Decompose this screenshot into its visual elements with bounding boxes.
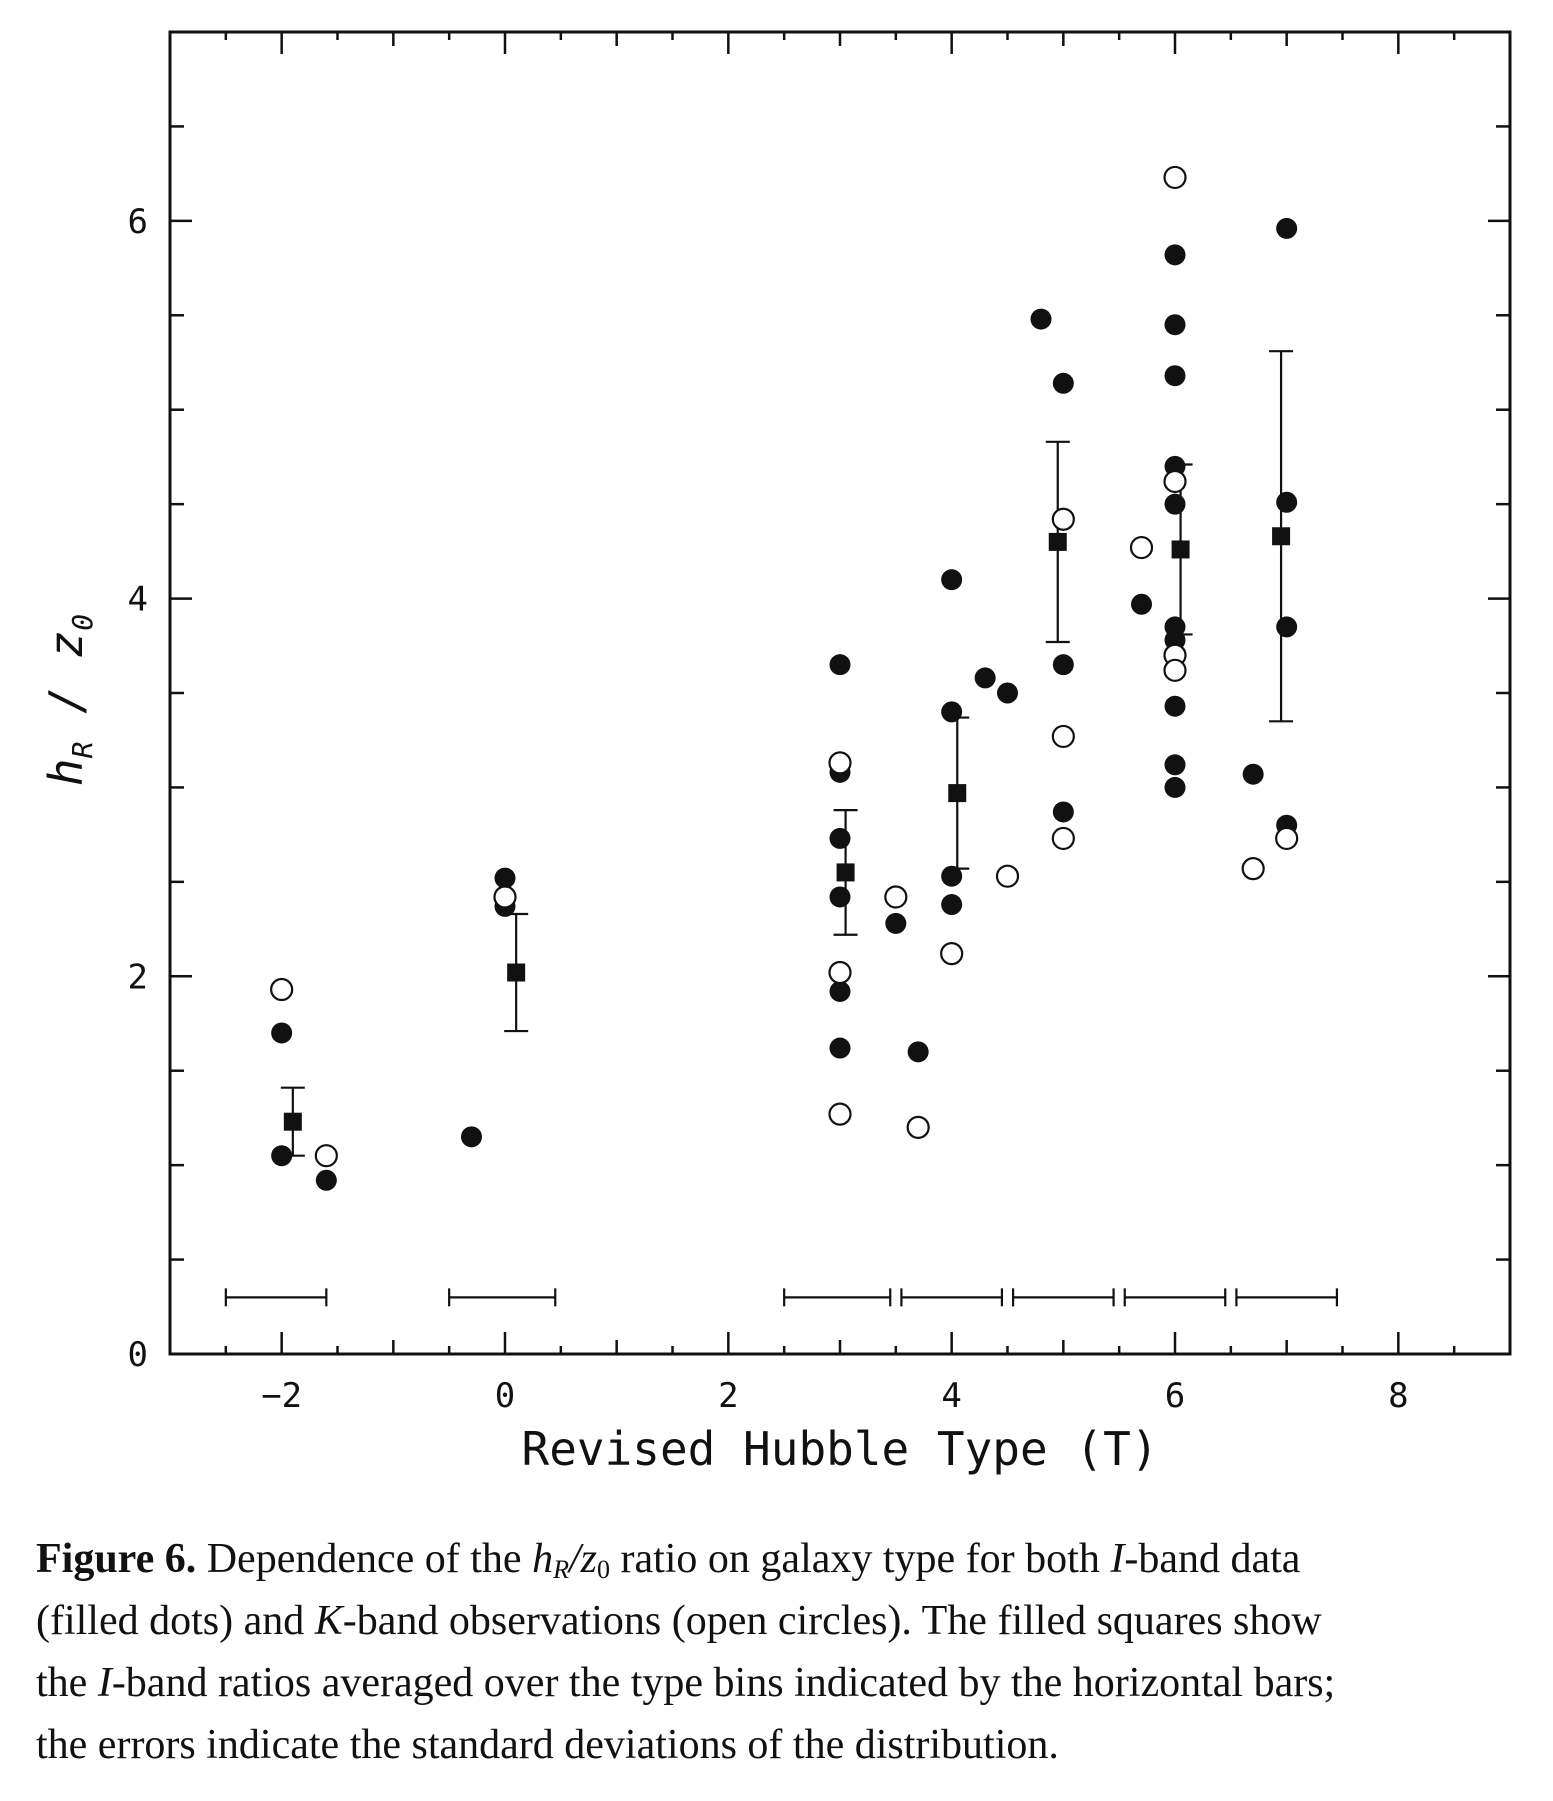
mean-square	[284, 1113, 302, 1131]
open-circle	[271, 979, 292, 1000]
caption-math-0: 0	[596, 1555, 610, 1584]
filled-dot	[1165, 754, 1186, 775]
caption-band-I: I	[97, 1660, 112, 1706]
caption-text: -band observations (open circles). The filled squares show	[342, 1598, 1322, 1644]
filled-dot	[1165, 244, 1186, 265]
open-circle	[1276, 828, 1297, 849]
axis-ticks	[170, 32, 1510, 1354]
filled-dot	[941, 866, 962, 887]
y-tick-label: 0	[127, 1335, 148, 1375]
mean-square	[507, 964, 525, 982]
open-circle	[316, 1145, 337, 1166]
filled-dot	[1276, 492, 1297, 513]
figure-caption	[36, 1528, 1526, 1776]
caption-band-K: K	[314, 1598, 343, 1644]
caption-text: -band ratios averaged over the type bins indicated by the horizontal bars;	[111, 1660, 1336, 1706]
open-circle	[1053, 828, 1074, 849]
caption-label: Figure 6.	[36, 1536, 197, 1582]
mean-square	[1272, 527, 1290, 545]
filled-dot	[1165, 365, 1186, 386]
filled-dot	[941, 894, 962, 915]
x-tick-labels	[261, 1376, 1408, 1416]
filled-dot	[1165, 494, 1186, 515]
y-tick-label: 4	[127, 579, 148, 620]
filled-dot	[1053, 373, 1074, 394]
caption-math-R: R	[553, 1555, 569, 1584]
caption-line-2	[36, 1590, 1526, 1652]
x-tick-label: 4	[941, 1376, 962, 1416]
x-tick-label: 6	[1164, 1376, 1186, 1416]
open-circle	[997, 866, 1018, 887]
caption-text: the	[36, 1660, 98, 1706]
x-tick-label: 0	[494, 1376, 516, 1416]
filled-dot	[1031, 309, 1052, 330]
data-markers	[271, 167, 1297, 1191]
caption-math-h: h	[532, 1536, 554, 1582]
filled-dot	[461, 1126, 482, 1147]
filled-dot	[830, 1038, 851, 1059]
filled-dot	[1165, 696, 1186, 717]
x-tick-label: 2	[718, 1376, 739, 1416]
filled-dot	[1053, 654, 1074, 675]
filled-dot	[830, 828, 851, 849]
open-circle	[1243, 858, 1264, 879]
open-circle	[885, 886, 906, 907]
open-circle	[1131, 537, 1152, 558]
filled-dot	[316, 1170, 337, 1191]
filled-dot	[1276, 218, 1297, 239]
filled-dot	[941, 701, 962, 722]
error-bars	[281, 351, 1293, 1156]
filled-dot	[1131, 594, 1152, 615]
caption-band-I: I	[1110, 1536, 1125, 1582]
open-circle	[1165, 471, 1186, 492]
y-tick-label: 6	[127, 201, 148, 242]
caption-text: ratio on galaxy type for both	[609, 1536, 1111, 1582]
x-axis-title: Revised Hubble Type (T)	[521, 1422, 1159, 1476]
x-tick-label: −2	[261, 1376, 303, 1416]
open-circle	[1165, 167, 1186, 188]
open-circle	[1165, 660, 1186, 681]
filled-dot	[997, 683, 1018, 704]
mean-square	[1049, 533, 1067, 551]
mean-square	[948, 784, 966, 802]
caption-line-1	[36, 1528, 1526, 1590]
caption-text: -band data	[1124, 1536, 1301, 1582]
filled-dot	[908, 1041, 929, 1062]
filled-dot	[1165, 777, 1186, 798]
open-circle	[941, 943, 962, 964]
open-circle	[830, 752, 851, 773]
filled-dot	[271, 1145, 292, 1166]
open-circle	[1053, 726, 1074, 747]
open-circle	[1053, 509, 1074, 530]
filled-dot	[1243, 764, 1264, 785]
caption-math-slash-z: /z	[568, 1536, 597, 1582]
filled-dot	[271, 1022, 292, 1043]
mean-square	[837, 863, 855, 881]
x-tick-label: 8	[1388, 1376, 1409, 1416]
open-circle	[830, 962, 851, 983]
caption-line-3	[36, 1652, 1526, 1714]
filled-dot	[1276, 616, 1297, 637]
filled-dot	[1053, 801, 1074, 822]
caption-text: Dependence of the	[196, 1536, 533, 1582]
filled-dot	[885, 913, 906, 934]
open-circle	[495, 886, 516, 907]
filled-dot	[941, 569, 962, 590]
mean-square	[1172, 540, 1190, 558]
bin-bars	[226, 1288, 1337, 1306]
caption-text: (filled dots) and	[36, 1598, 315, 1644]
open-circle	[908, 1117, 929, 1138]
y-tick-label: 2	[127, 957, 148, 998]
filled-dot	[1165, 314, 1186, 335]
y-tick-labels	[128, 202, 148, 1375]
filled-dot	[830, 654, 851, 675]
caption-text: the errors indicate the standard deviations of the distribution.	[36, 1722, 1059, 1768]
plot-frame	[170, 32, 1510, 1354]
open-circle	[830, 1104, 851, 1125]
filled-dot	[830, 886, 851, 907]
caption-line-4	[36, 1714, 1526, 1776]
y-axis-title: $h_R / z_0$	[39, 613, 99, 787]
filled-dot	[975, 667, 996, 688]
